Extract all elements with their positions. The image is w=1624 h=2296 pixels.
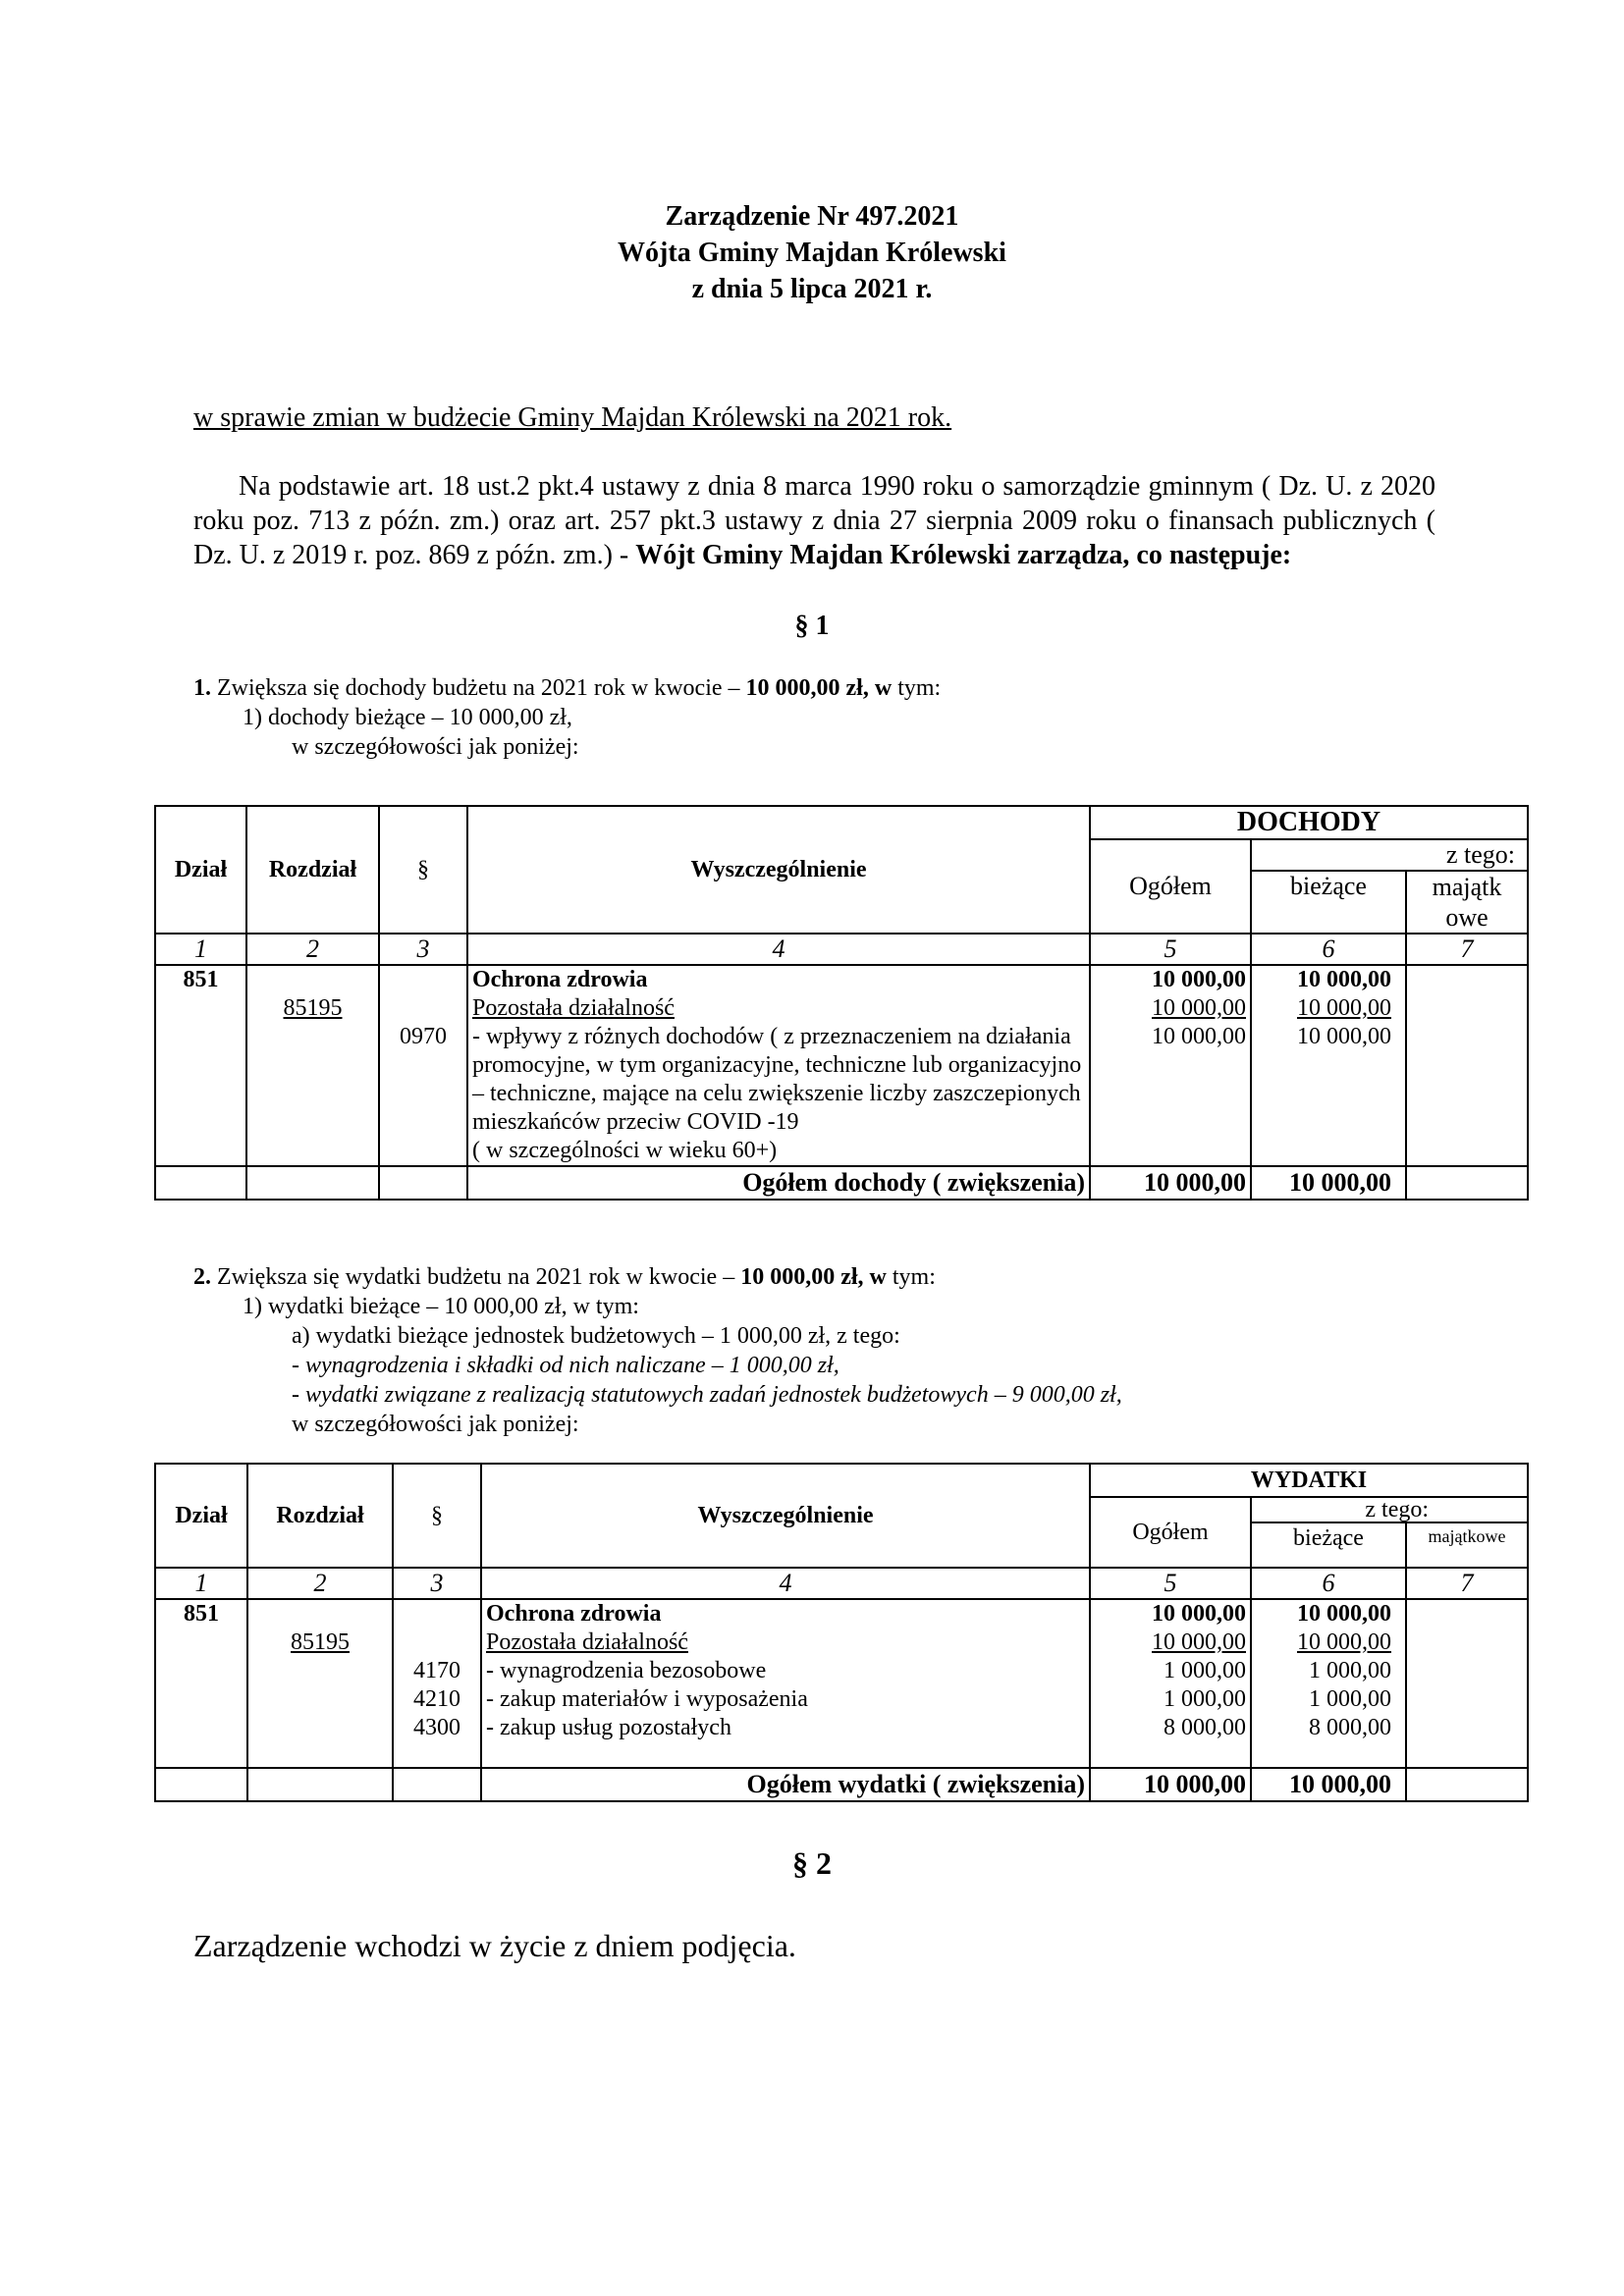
col-number-6: 6 bbox=[1251, 1568, 1406, 1599]
expenses-description-cell bbox=[481, 1599, 1090, 1768]
expenses-intro-amount: 10 000,00 zł, w bbox=[740, 1264, 887, 1290]
expenses-sub-3: - wynagrodzenia i składki od nich naliczane – 1 000,00 zł, bbox=[292, 1353, 839, 1378]
col-number-7: 7 bbox=[1406, 934, 1528, 965]
col-header-paragraph: § bbox=[393, 1464, 481, 1568]
income-desc-sub: Pozostała działalność bbox=[472, 995, 675, 1021]
expenses-sub-2: a) wydatki bieżące jednostek budżetowych – 1 000,00 zł, z tego: bbox=[292, 1323, 900, 1349]
legal-basis-text: Na podstawie art. 18 ust.2 pkt.4 ustawy z dnia 8 marca 1990 roku o samorządzie gminnym ( Dz. U. z 2020 roku poz. 713 z późn. zm.) oraz art. 257 pkt.3 ustawy z dnia 27 sierpnia 2009 roku o finansach publicznych ( Dz. U. z 2019 r. poz. 869 z późn. zm.) - bbox=[193, 471, 1435, 570]
expenses-capital-cell bbox=[1406, 1599, 1528, 1768]
income-intro-end: tym: bbox=[892, 675, 942, 701]
col-header-of-which: z tego: bbox=[1251, 839, 1528, 871]
income-capital-cell bbox=[1406, 965, 1528, 1166]
expenses-desc-item: - zakup materiałów i wyposażenia bbox=[486, 1686, 808, 1712]
income-current-value: 10 000,00 bbox=[1297, 995, 1391, 1021]
expenses-sum-label: Ogółem wydatki ( zwiększenia) bbox=[481, 1768, 1090, 1801]
col-number-5: 5 bbox=[1090, 1568, 1251, 1599]
legal-basis-bold: Wójt Gminy Majdan Królewski zarządza, co następuje: bbox=[635, 540, 1292, 570]
expenses-sub-1: 1) wydatki bieżące – 10 000,00 zł, w tym: bbox=[243, 1294, 639, 1319]
expenses-paragraph: 4210 bbox=[413, 1686, 460, 1712]
income-current-value: 10 000,00 bbox=[1297, 967, 1391, 992]
income-sum-capital bbox=[1406, 1166, 1528, 1200]
expenses-current-value: 10 000,00 bbox=[1297, 1601, 1391, 1627]
expenses-table bbox=[154, 1463, 1529, 1802]
income-sub-2: w szczegółowości jak poniżej: bbox=[292, 734, 579, 760]
expenses-current-value: 1 000,00 bbox=[1309, 1686, 1391, 1712]
income-dzial: 851 bbox=[183, 967, 219, 992]
expenses-rozdzial: 85195 bbox=[291, 1629, 350, 1655]
income-sum-current: 10 000,00 bbox=[1251, 1166, 1406, 1200]
expenses-dzial: 851 bbox=[184, 1601, 219, 1627]
expenses-desc-item: - wynagrodzenia bezosobowe bbox=[486, 1658, 767, 1683]
col-number-3: 3 bbox=[379, 934, 467, 965]
income-sum-label: Ogółem dochody ( zwiększenia) bbox=[467, 1166, 1090, 1200]
expenses-paragraph-cell bbox=[393, 1599, 481, 1768]
expenses-sum-empty bbox=[393, 1768, 481, 1801]
expenses-paragraph: 4300 bbox=[413, 1715, 460, 1740]
expenses-sub-4: - wydatki związane z realizacją statutowych zadań jednostek budżetowych – 9 000,00 zł, bbox=[292, 1382, 1122, 1408]
section-1-sign: § 1 bbox=[794, 611, 830, 641]
expenses-current-value: 10 000,00 bbox=[1297, 1629, 1391, 1655]
income-rozdzial-cell bbox=[246, 965, 379, 1166]
col-header-description: Wyszczególnienie bbox=[467, 806, 1090, 934]
col-header-rozdzial: Rozdział bbox=[247, 1464, 393, 1568]
col-header-rozdzial: Rozdział bbox=[246, 806, 379, 934]
expenses-current-value: 1 000,00 bbox=[1309, 1658, 1391, 1683]
expenses-intro-end: tym: bbox=[886, 1264, 936, 1290]
income-paragraph: 0970 bbox=[400, 1024, 447, 1049]
col-header-current: bieżące bbox=[1251, 871, 1406, 934]
income-sum-empty bbox=[155, 1166, 246, 1200]
col-number-2: 2 bbox=[246, 934, 379, 965]
expenses-sum-total: 10 000,00 bbox=[1090, 1768, 1251, 1801]
income-intro-text: Zwiększa się dochody budżetu na 2021 rok w kwocie – bbox=[211, 675, 746, 701]
income-rozdzial: 85195 bbox=[283, 995, 343, 1021]
expenses-current-value: 8 000,00 bbox=[1309, 1715, 1391, 1740]
legal-basis bbox=[193, 469, 1435, 572]
expenses-sum-empty bbox=[247, 1768, 393, 1801]
col-number-2: 2 bbox=[247, 1568, 393, 1599]
expenses-desc-item: - zakup usług pozostałych bbox=[486, 1715, 731, 1740]
income-total-value: 10 000,00 bbox=[1152, 967, 1246, 992]
closing-statement: Zarządzenie wchodzi w życie z dniem podjęcia. bbox=[193, 1928, 796, 1963]
col-number-3: 3 bbox=[393, 1568, 481, 1599]
expenses-sub-5: w szczegółowości jak poniżej: bbox=[292, 1412, 579, 1437]
col-header-capital: majątkowe bbox=[1406, 1522, 1528, 1568]
expenses-rozdzial-cell bbox=[247, 1599, 393, 1768]
income-total-value: 10 000,00 bbox=[1152, 995, 1246, 1021]
col-number-1: 1 bbox=[155, 1568, 247, 1599]
expenses-total-value: 1 000,00 bbox=[1164, 1686, 1246, 1712]
col-number-6: 6 bbox=[1251, 934, 1406, 965]
income-intro bbox=[193, 673, 941, 703]
income-total-value: 10 000,00 bbox=[1152, 1024, 1246, 1049]
income-item-number: 1. bbox=[193, 675, 211, 701]
expenses-desc-sub: Pozostała działalność bbox=[486, 1629, 688, 1655]
col-number-7: 7 bbox=[1406, 1568, 1528, 1599]
col-header-income-group: DOCHODY bbox=[1090, 806, 1528, 839]
col-header-current: bieżące bbox=[1251, 1522, 1406, 1568]
col-header-of-which: z tego: bbox=[1251, 1497, 1528, 1522]
expenses-desc-title: Ochrona zdrowia bbox=[486, 1601, 662, 1627]
income-table bbox=[154, 805, 1529, 1201]
income-current-cell bbox=[1251, 965, 1406, 1166]
document-title-date: z dnia 5 lipca 2021 r. bbox=[691, 274, 933, 304]
income-sub-1: 1) dochody bieżące – 10 000,00 zł, bbox=[243, 705, 572, 730]
income-desc-title: Ochrona zdrowia bbox=[472, 967, 648, 992]
income-paragraph-cell bbox=[379, 965, 467, 1166]
document-title-number: Zarządzenie Nr 497.2021 bbox=[665, 201, 959, 232]
col-header-paragraph: § bbox=[379, 806, 467, 934]
income-sum-empty bbox=[379, 1166, 467, 1200]
income-intro-amount: 10 000,00 zł, w bbox=[745, 675, 893, 701]
expenses-sum-empty bbox=[155, 1768, 247, 1801]
col-header-description: Wyszczególnienie bbox=[481, 1464, 1090, 1568]
expenses-dzial-cell bbox=[155, 1599, 247, 1768]
document-subject: w sprawie zmian w budżecie Gminy Majdan Królewski na 2021 rok. bbox=[193, 402, 952, 433]
col-header-total: Ogółem bbox=[1090, 839, 1251, 934]
col-number-4: 4 bbox=[467, 934, 1090, 965]
income-sum-empty bbox=[246, 1166, 379, 1200]
expenses-sum-current: 10 000,00 bbox=[1251, 1768, 1406, 1801]
expenses-intro bbox=[193, 1262, 936, 1292]
expenses-total-value: 8 000,00 bbox=[1164, 1715, 1246, 1740]
income-current-value: 10 000,00 bbox=[1297, 1024, 1391, 1049]
section-2-sign: § 2 bbox=[792, 1845, 832, 1881]
income-desc-item: - wpływy z różnych dochodów ( z przeznaczeniem na działania promocyjne, w tym organizacyjne, techniczne lub organizacyjno – techniczne, mające na celu zwiększenie liczby zaszczepionych mieszkańców przeciw COVID -19 bbox=[472, 1024, 1082, 1135]
income-description-cell bbox=[467, 965, 1090, 1166]
expenses-item-number: 2. bbox=[193, 1264, 211, 1290]
col-header-total: Ogółem bbox=[1090, 1497, 1251, 1568]
expenses-total-value: 10 000,00 bbox=[1152, 1601, 1246, 1627]
expenses-sum-capital bbox=[1406, 1768, 1528, 1801]
col-header-expenses-group: WYDATKI bbox=[1090, 1464, 1528, 1497]
col-header-dzial: Dział bbox=[155, 806, 246, 934]
income-total-cell bbox=[1090, 965, 1251, 1166]
expenses-total-value: 10 000,00 bbox=[1152, 1629, 1246, 1655]
expenses-intro-text: Zwiększa się wydatki budżetu na 2021 rok w kwocie – bbox=[211, 1264, 741, 1290]
expenses-paragraph: 4170 bbox=[413, 1658, 460, 1683]
document-title-author: Wójta Gminy Majdan Królewski bbox=[618, 238, 1006, 268]
expenses-total-cell bbox=[1090, 1599, 1251, 1768]
col-header-capital: majątk owe bbox=[1406, 871, 1528, 934]
col-number-4: 4 bbox=[481, 1568, 1090, 1599]
expenses-total-value: 1 000,00 bbox=[1164, 1658, 1246, 1683]
income-dzial-cell bbox=[155, 965, 246, 1166]
col-header-dzial: Dział bbox=[155, 1464, 247, 1568]
col-number-5: 5 bbox=[1090, 934, 1251, 965]
col-number-1: 1 bbox=[155, 934, 246, 965]
income-desc-item-2: ( w szczególności w wieku 60+) bbox=[472, 1138, 778, 1163]
income-sum-total: 10 000,00 bbox=[1090, 1166, 1251, 1200]
expenses-current-cell bbox=[1251, 1599, 1406, 1768]
